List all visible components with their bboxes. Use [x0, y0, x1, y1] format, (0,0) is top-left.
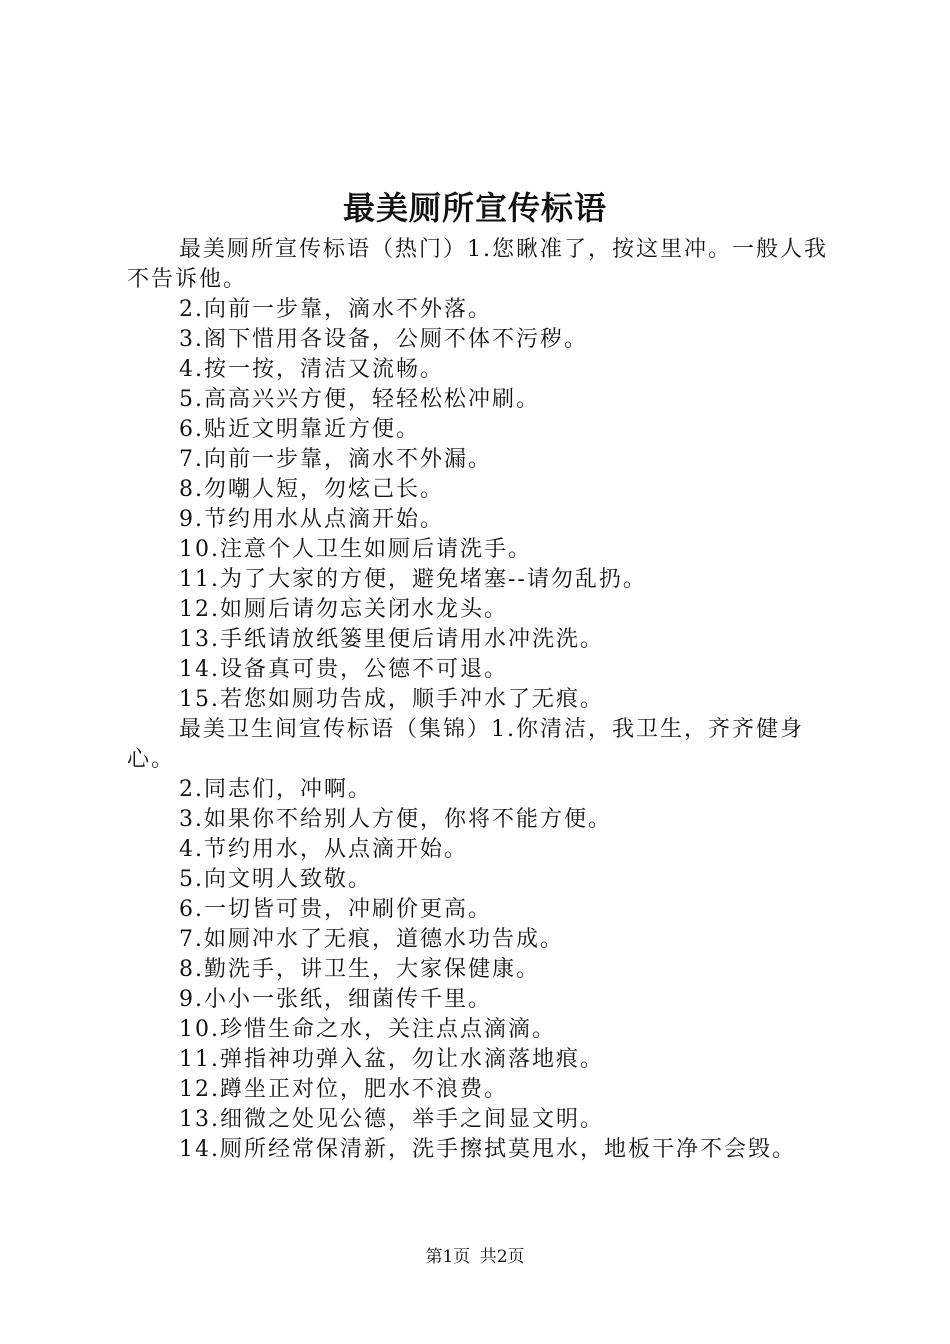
list-item: 13.细微之处见公德，举手之间显文明。	[179, 1107, 604, 1132]
section1-list	[127, 295, 835, 715]
list-item: 11.弹指神功弹入盆，勿让水滴落地痕。	[179, 1047, 604, 1072]
page-number: 第1页	[425, 1247, 471, 1267]
list-item: 2.同志们，冲啊。	[179, 777, 372, 802]
section1-intro: 最美厕所宣传标语（热门）1.您瞅准了，按这里冲。一般人我不告诉他。	[127, 237, 828, 292]
list-item: 14.厕所经常保清新，洗手擦拭莫甩水，地板干净不会毁。	[179, 1137, 796, 1162]
list-item: 12.如厕后请勿忘关闭水龙头。	[179, 597, 508, 622]
list-item: 10.注意个人卫生如厕后请洗手。	[179, 537, 532, 562]
list-item: 7.向前一步靠，滴水不外漏。	[179, 447, 492, 472]
list-item: 4.按一按，清洁又流畅。	[179, 357, 444, 382]
page-total: 共2页	[479, 1247, 525, 1267]
section2-intro: 最美卫生间宣传标语（集锦）1.你清洁，我卫生，齐齐健身心。	[127, 717, 804, 772]
list-item: 2.向前一步靠，滴水不外落。	[179, 297, 492, 322]
list-item: 5.向文明人致敬。	[179, 867, 372, 892]
list-item: 13.手纸请放纸篓里便后请用水冲洗洗。	[179, 627, 604, 652]
list-item: 3.如果你不给别人方便，你将不能方便。	[179, 807, 612, 832]
list-item: 9.小小一张纸，细菌传千里。	[179, 987, 492, 1012]
list-item: 15.若您如厕功告成，顺手冲水了无痕。	[179, 687, 604, 712]
list-item: 7.如厕冲水了无痕，道德水功告成。	[179, 927, 564, 952]
list-item: 4.节约用水，从点滴开始。	[179, 837, 468, 862]
section2-list	[127, 775, 835, 1165]
list-item: 10.珍惜生命之水，关注点点滴滴。	[179, 1017, 556, 1042]
document-title: 最美厕所宣传标语	[342, 189, 607, 227]
document-body	[127, 235, 835, 1165]
list-item: 5.高高兴兴方便，轻轻松松冲刷。	[179, 387, 540, 412]
list-item: 8.勿嘲人短，勿炫己长。	[179, 477, 444, 502]
list-item: 3.阁下惜用各设备，公厕不体不污秽。	[179, 327, 588, 352]
list-item: 6.一切皆可贵，冲刷价更高。	[179, 897, 492, 922]
list-item: 6.贴近文明靠近方便。	[179, 417, 420, 442]
list-item: 8.勤洗手，讲卫生，大家保健康。	[179, 957, 540, 982]
list-item: 14.设备真可贵，公德不可退。	[179, 657, 508, 682]
page-footer	[0, 1246, 950, 1268]
list-item: 9.节约用水从点滴开始。	[179, 507, 444, 532]
list-item: 12.蹲坐正对位，肥水不浪费。	[179, 1077, 508, 1102]
list-item: 11.为了大家的方便，避免堵塞--请勿乱扔。	[179, 567, 647, 592]
